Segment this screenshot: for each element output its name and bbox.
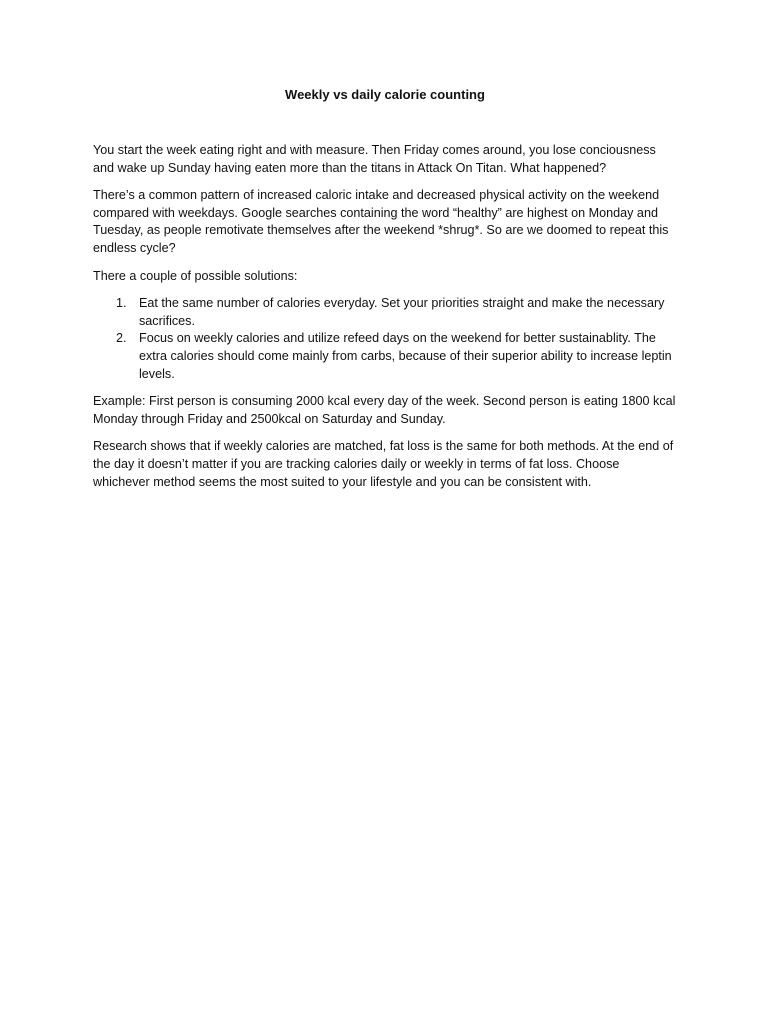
list-item-number: 1. <box>116 296 127 311</box>
list-item-number: 2. <box>116 331 127 346</box>
list-item <box>93 330 677 383</box>
document-title: Weekly vs daily calorie counting <box>285 87 485 102</box>
list-item-text: Focus on weekly calories and utilize refeed days on the weekend for better sustainablity. The extra calories should come mainly from carbs, because of their superior ability to increase leptin levels. <box>139 331 672 381</box>
solutions-list <box>93 295 677 383</box>
paragraph-research: Research shows that if weekly calories are matched, fat loss is the same for both methods. At the end of the day it doesn’t matter if you are tracking calories daily or weekly in terms of fat loss. Choose whichever method seems the most suited to your lifestyle and you can be consistent with. <box>93 439 674 489</box>
paragraph-solutions-intro: There a couple of possible solutions: <box>93 268 298 283</box>
list-item-text: Eat the same number of calories everyday. Set your priorities straight and make the necessary sacrifices. <box>139 296 665 328</box>
document-body <box>93 86 677 501</box>
paragraph-intro: You start the week eating right and with measure. Then Friday comes around, you lose conciousness and wake up Sunday having eaten more than the titans in Attack On Titan. What happened? <box>93 143 656 175</box>
list-item <box>93 295 677 330</box>
paragraph-example: Example: First person is consuming 2000 kcal every day of the week. Second person is eating 1800 kcal Monday through Friday and 2500kcal on Saturday and Sunday. <box>93 394 676 426</box>
paragraph-pattern: There’s a common pattern of increased caloric intake and decreased physical activity on the weekend compared with weekdays. Google searches containing the word “healthy” are highest on Monday and Tuesday, as people remotivate themselves after the weekend *shrug*. So are we doomed to repeat this endless cycle? <box>93 188 669 255</box>
